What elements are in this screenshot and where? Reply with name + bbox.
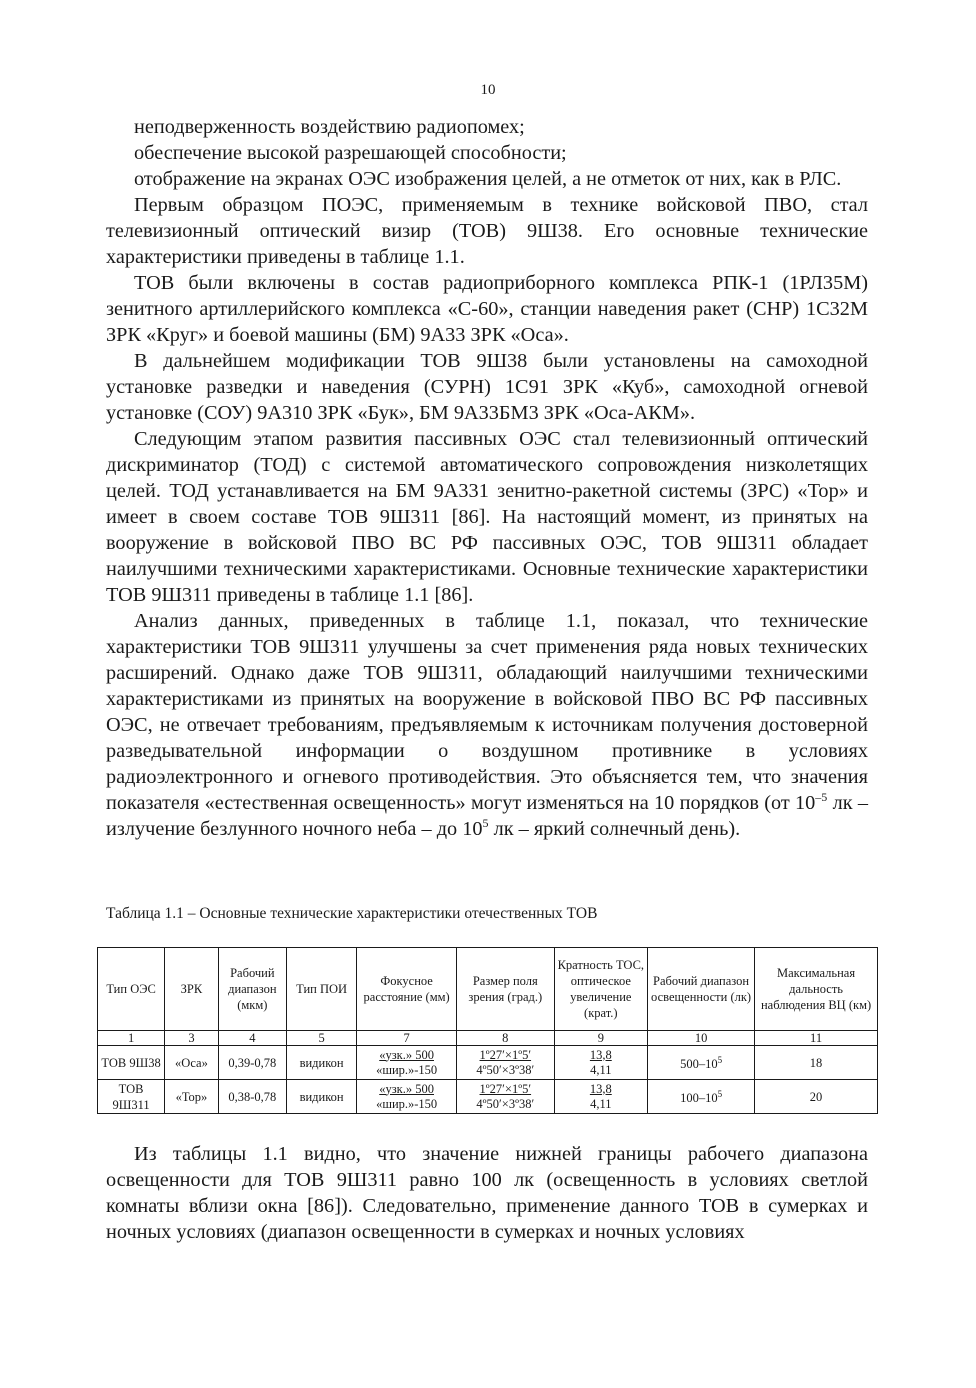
focal-wide: «шир.»-150 bbox=[376, 1062, 438, 1077]
column-number: 10 bbox=[648, 1031, 755, 1046]
field-wide: 4º50′×3º38′ bbox=[476, 1096, 535, 1111]
paragraph-modifications: В дальнейшем модификации ТОВ 9Ш38 были установлены на самоходной установке разведки и наведения (СУРН) 1С91 ЗРК «Куб», самоходной огневой установке (СОУ) 9А310 ЗРК «Бук», БМ 9А33БМ3 ЗРК «Оса-АКМ». bbox=[106, 350, 868, 424]
focal-narrow: «узк.» 500 bbox=[379, 1047, 434, 1062]
illum-value: 500–10 bbox=[680, 1057, 718, 1072]
column-number: 5 bbox=[286, 1031, 356, 1046]
cell-distance: 18 bbox=[755, 1046, 878, 1080]
column-number: 7 bbox=[357, 1031, 457, 1046]
cell-zrk: «Оса» bbox=[165, 1046, 219, 1080]
mag-wide: 4,11 bbox=[590, 1096, 612, 1111]
analysis-sup-2: 5 bbox=[482, 816, 489, 831]
analysis-sup-1: –5 bbox=[815, 790, 828, 805]
header-focal-length: Фокусное расстояние (мм) bbox=[357, 948, 457, 1031]
mag-wide: 4,11 bbox=[590, 1062, 612, 1077]
header-type: Тип ОЭС bbox=[98, 948, 165, 1031]
analysis-text-3: лк – яркий солнечный день). bbox=[488, 818, 741, 840]
cell-range: 0,39-0,78 bbox=[218, 1046, 286, 1080]
cell-focal bbox=[357, 1080, 457, 1114]
body-text bbox=[106, 114, 868, 842]
paragraph-tov-included: ТОВ были включены в состав радиоприборного комплекса РПК-1 (1РЛ35М) зенитного артиллерийского комплекса «С-60», станции наведения ракет (СНР) 1С32М ЗРК «Круг» и боевой машины (БМ) 9А33 ЗРК «Оса». bbox=[106, 272, 868, 346]
table-column-numbers bbox=[98, 1031, 878, 1046]
header-zrk: ЗРК bbox=[165, 948, 219, 1031]
paragraph-display: отображение на экранах ОЭС изображения целей, а не отметок от них, как в РЛС. bbox=[134, 168, 842, 190]
specs-table bbox=[97, 947, 878, 1114]
cell-zrk: «Тор» bbox=[165, 1080, 219, 1114]
column-number: 11 bbox=[755, 1031, 878, 1046]
field-narrow: 1º27′×1º5′ bbox=[479, 1047, 532, 1062]
illum-exponent: 5 bbox=[717, 1055, 723, 1066]
table-row bbox=[98, 1080, 878, 1114]
header-poi-type: Тип ПОИ bbox=[286, 948, 356, 1031]
mag-narrow: 13,8 bbox=[589, 1081, 612, 1096]
cell-poi: видикон bbox=[286, 1046, 356, 1080]
header-illumination-range: Рабочий диапазон освещенности (лк) bbox=[648, 948, 755, 1031]
column-number: 9 bbox=[554, 1031, 647, 1046]
mag-narrow: 13,8 bbox=[589, 1047, 612, 1062]
paragraph-resolution: обеспечение высокой разрешающей способности; bbox=[134, 142, 567, 164]
illum-value: 100–10 bbox=[680, 1091, 718, 1106]
cell-type: ТОВ 9Ш38 bbox=[98, 1046, 165, 1080]
focal-wide: «шир.»-150 bbox=[376, 1096, 438, 1111]
after-table-text bbox=[106, 1141, 868, 1245]
field-narrow: 1º27′×1º5′ bbox=[479, 1081, 532, 1096]
cell-range: 0,38-0,78 bbox=[218, 1080, 286, 1114]
cell-focal bbox=[357, 1046, 457, 1080]
paragraph-first-sample: Первым образцом ПОЭС, применяемым в технике войсковой ПВО, стал телевизионный оптический визир (ТОВ) 9Ш38. Его основные технические характеристики приведены в таблице 1.1. bbox=[106, 194, 868, 268]
focal-narrow: «узк.» 500 bbox=[379, 1081, 434, 1096]
cell-illumination bbox=[648, 1046, 755, 1080]
cell-illumination bbox=[648, 1080, 755, 1114]
cell-magnification bbox=[554, 1046, 647, 1080]
cell-distance: 20 bbox=[755, 1080, 878, 1114]
table-row bbox=[98, 1046, 878, 1080]
paragraph-immunity: неподверженность воздействию радиопомех; bbox=[134, 116, 525, 138]
table-caption: Таблица 1.1 – Основные технические характеристики отечественных ТОВ bbox=[106, 905, 598, 922]
cell-magnification bbox=[554, 1080, 647, 1114]
page-number: 10 bbox=[480, 82, 496, 98]
header-max-distance: Максимальная дальность наблюдения ВЦ (км) bbox=[755, 948, 878, 1031]
illum-exponent: 5 bbox=[717, 1089, 723, 1100]
cell-field bbox=[456, 1046, 554, 1080]
header-field-of-view: Размер поля зрения (град.) bbox=[456, 948, 554, 1031]
column-number: 8 bbox=[456, 1031, 554, 1046]
paragraph-conclusion: Из таблицы 1.1 видно, что значение нижней границы рабочего диапазона освещенности для ТОВ 9Ш311 равно 100 лк (освещенность в условиях светлой комнаты вблизи окна [86]). Следовательно, применение данного ТОВ в сумерках и ночных условиях (диапазон освещенности в сумерках и ночных условиях bbox=[106, 1143, 868, 1243]
column-number: 4 bbox=[218, 1031, 286, 1046]
column-number: 1 bbox=[98, 1031, 165, 1046]
field-wide: 4º50′×3º38′ bbox=[476, 1062, 535, 1077]
column-number: 3 bbox=[165, 1031, 219, 1046]
header-working-range: Рабочий диапазон (мкм) bbox=[218, 948, 286, 1031]
cell-poi: видикон bbox=[286, 1080, 356, 1114]
paragraph-analysis bbox=[106, 608, 868, 842]
analysis-text-2: лк – излучение безлунного ночного неба – до 10 bbox=[106, 792, 868, 840]
paragraph-next-stage: Следующим этапом развития пассивных ОЭС стал телевизионный оптический дискриминатор (ТОД) с системой автоматического сопровождения низколетящих целей. ТОД устанавливается на БМ 9А331 зенитно-ракетной системы (ЗРС) «Тор» и имеет в своем составе ТОВ 9Ш311 [86]. На настоящий момент, из принятых на вооружение в войсковой ПВО ВС РФ пассивных ОЭС, ТОВ 9Ш311 обладает наилучшими техническими характеристиками. Основные технические характеристики ТОВ 9Ш311 приведены в таблице 1.1 [86]. bbox=[106, 428, 868, 606]
cell-field bbox=[456, 1080, 554, 1114]
table-header-row bbox=[98, 948, 878, 1031]
cell-type: ТОВ 9Ш311 bbox=[98, 1080, 165, 1114]
analysis-text-1: Анализ данных, приведенных в таблице 1.1, показал, что технические характеристики ТОВ 9Ш311 улучшены за счет применения ряда новых технических расширений. Однако даже ТОВ 9Ш311, обладающий наилучшими техническими характеристиками из принятых на вооружение в войсковой ПВО ВС РФ пассивных ОЭС, не отвечает требованиям, предъявляемым к источникам получения достоверной разведывательной информации о воздушном противнике в условиях радиоэлектронного и огневого противодействия. Это объясняется тем, что значения показателя «естественная освещенность» могут изменяться на 10 порядков (от 10 bbox=[106, 610, 868, 814]
header-magnification: Кратность ТОС, оптическое увеличение (крат.) bbox=[554, 948, 647, 1031]
